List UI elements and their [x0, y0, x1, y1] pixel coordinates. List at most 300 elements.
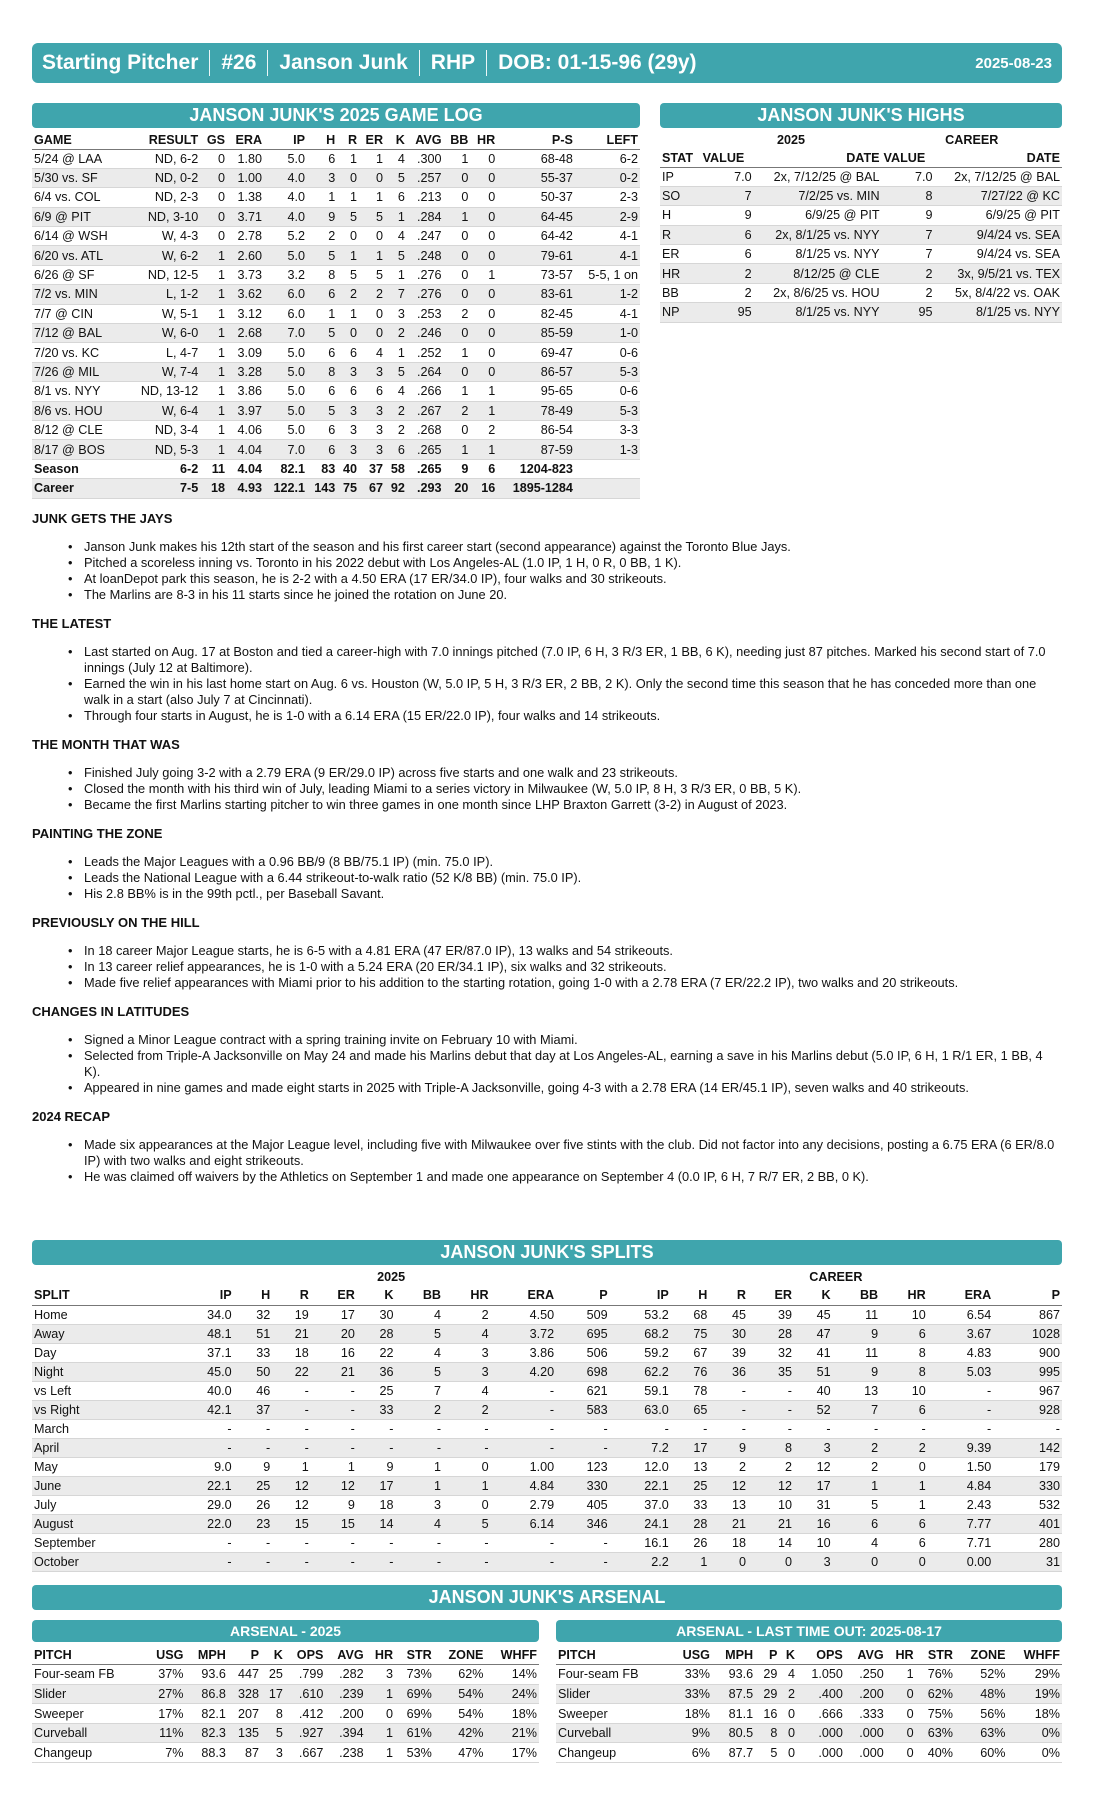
table-cell: 5.0 [264, 382, 307, 401]
column-header: K [261, 1645, 285, 1665]
table-cell: 17 [357, 1476, 396, 1495]
table-cell: W, 6-4 [126, 401, 200, 420]
table-cell: - [709, 1419, 748, 1438]
table-cell: 11 [833, 1343, 881, 1362]
table-cell: 73-57 [497, 265, 575, 284]
table-cell: 21% [485, 1723, 539, 1743]
column-header: R [337, 131, 359, 149]
table-cell: 6.0 [264, 304, 307, 323]
table-cell: 21 [272, 1324, 311, 1343]
table-cell: 59.1 [610, 1381, 671, 1400]
table-cell: 0 [886, 1743, 916, 1763]
table-cell: 3 [307, 168, 337, 187]
table-cell: .265 [407, 440, 444, 459]
table-cell: 52 [794, 1400, 833, 1419]
column-header: HR [880, 1286, 928, 1305]
bullet-item: • Closed the month with his third win of July, leading Miami to a series victory in Milwaukee (W, 5.0 IP, 8 H, 3 R/3 ER, 0 BB, 5 K). [84, 781, 1062, 797]
splits-group-career: CAREER [809, 1269, 863, 1284]
table-cell: 7/7 @ CIN [32, 304, 126, 323]
table-cell: 3 [366, 1665, 395, 1685]
highs-row [660, 264, 1062, 283]
column-header: STR [395, 1645, 434, 1665]
table-cell: W, 6-0 [126, 324, 200, 343]
table-cell: 2-3 [575, 188, 640, 207]
header-date: 2025-08-23 [975, 54, 1052, 72]
table-cell: 6-2 [575, 149, 640, 168]
table-cell: 6.0 [264, 285, 307, 304]
table-cell: 447 [228, 1665, 261, 1685]
table-cell: .238 [325, 1743, 365, 1763]
table-cell: 22 [272, 1362, 311, 1381]
table-cell: 0 [444, 168, 471, 187]
table-cell: 1 [200, 362, 227, 381]
highs-row [660, 167, 1062, 186]
bullet-item: • At loanDepot park this season, he is 2-2 with a 4.50 ERA (17 ER/34.0 IP), four walks and 30 strikeouts. [84, 571, 1062, 587]
table-cell: 53% [395, 1743, 434, 1763]
table-cell: 2x, 7/12/25 @ BAL [754, 167, 882, 186]
table-cell: W, 6-2 [126, 246, 200, 265]
table-cell: 82.1 [185, 1704, 227, 1724]
table-cell: 1028 [993, 1324, 1062, 1343]
table-cell: 78-49 [497, 401, 575, 420]
table-cell: 28 [748, 1324, 794, 1343]
table-cell: August [32, 1514, 173, 1533]
table-cell: 1 [200, 285, 227, 304]
game-row [32, 440, 640, 459]
highs-table [660, 131, 1062, 323]
table-cell: 4.0 [264, 207, 307, 226]
splits-table [32, 1267, 1062, 1572]
column-header: AVG [325, 1645, 365, 1665]
table-cell: 45 [709, 1305, 748, 1324]
table-cell: 1-2 [575, 285, 640, 304]
column-header: USG [144, 1645, 185, 1665]
table-cell: 0 [359, 324, 385, 343]
table-cell: 3.86 [491, 1343, 557, 1362]
table-cell: 3 [385, 304, 407, 323]
header-divider [209, 50, 210, 76]
table-cell: 1 [833, 1476, 881, 1495]
column-header: PITCH [556, 1645, 670, 1665]
table-cell: 4-1 [575, 304, 640, 323]
bullet-list [32, 765, 1062, 813]
table-cell: 1 [444, 382, 471, 401]
split-row [32, 1362, 1062, 1381]
column-header: HR [886, 1645, 916, 1665]
table-cell: 82-45 [497, 304, 575, 323]
table-cell: 3 [337, 440, 359, 459]
table-cell: 6 [337, 382, 359, 401]
table-cell: 1 [385, 265, 407, 284]
table-cell: 0 [470, 149, 497, 168]
table-cell: - [928, 1381, 994, 1400]
table-cell: 76% [916, 1665, 955, 1685]
table-cell: 7/20 vs. KC [32, 343, 126, 362]
table-cell: 0 [886, 1684, 916, 1704]
table-cell: 10 [880, 1305, 928, 1324]
column-header: MPH [712, 1645, 755, 1665]
table-cell: 25 [234, 1476, 273, 1495]
column-header: ERA [491, 1286, 557, 1305]
table-cell: 5 [337, 265, 359, 284]
table-cell: 6 [880, 1400, 928, 1419]
table-cell: 0 [470, 304, 497, 323]
table-cell: 5 [261, 1723, 285, 1743]
table-cell: 87 [228, 1743, 261, 1763]
bullet-list [32, 539, 1062, 603]
pitch-row [556, 1704, 1062, 1724]
table-cell: 13 [833, 1381, 881, 1400]
table-cell: SO [660, 186, 701, 205]
table-cell: 3 [337, 362, 359, 381]
table-cell: Slider [32, 1684, 144, 1704]
table-cell: 40 [794, 1381, 833, 1400]
table-cell: 17 [671, 1438, 710, 1457]
table-cell: 1 [337, 149, 359, 168]
bullet-item: • Janson Junk makes his 12th start of the season and his first career start (second appearance) against the Toronto Blue Jays. [84, 539, 1062, 555]
column-header: LEFT [575, 131, 640, 149]
table-cell: 45 [794, 1305, 833, 1324]
table-cell: 6 [833, 1514, 881, 1533]
table-cell: 5.2 [264, 227, 307, 246]
table-cell: 0 [444, 227, 471, 246]
table-cell: 3.71 [227, 207, 264, 226]
table-cell: 7.71 [928, 1533, 994, 1552]
table-cell: 29 [755, 1684, 779, 1704]
table-cell: 69% [395, 1704, 434, 1724]
table-cell: 995 [993, 1362, 1062, 1381]
table-cell: L, 1-2 [126, 285, 200, 304]
table-cell: - [357, 1552, 396, 1571]
arsenal-2025-title: ARSENAL - 2025 [32, 1620, 539, 1642]
table-cell: 93.6 [712, 1665, 755, 1685]
table-cell: .252 [407, 343, 444, 362]
table-cell: 22 [357, 1343, 396, 1362]
table-cell: 0 [366, 1704, 395, 1724]
table-cell: 3.28 [227, 362, 264, 381]
table-cell: ND, 5-3 [126, 440, 200, 459]
bullet-item: • Made five relief appearances with Miami prior to his addition to the starting rotation, going 1-0 with a 2.78 ERA (7 ER/22.2 IP), two walks and 20 strikeouts. [84, 975, 1062, 991]
table-cell: 1 [880, 1495, 928, 1514]
table-cell: 6 [880, 1514, 928, 1533]
table-cell: 83 [307, 459, 337, 478]
table-cell: 1 [200, 382, 227, 401]
table-cell: 5 [833, 1495, 881, 1514]
table-cell: 0 [444, 420, 471, 439]
table-cell: ND, 13-12 [126, 382, 200, 401]
column-header: R [709, 1286, 748, 1305]
table-cell: 9 [833, 1324, 881, 1343]
table-cell: 14 [748, 1533, 794, 1552]
table-cell: 4.06 [227, 420, 264, 439]
table-cell: 79-61 [497, 246, 575, 265]
table-cell: 7 [882, 225, 935, 244]
table-cell: - [491, 1419, 557, 1438]
table-cell: 1 [366, 1743, 395, 1763]
table-cell: - [234, 1419, 273, 1438]
table-cell: 4 [779, 1665, 797, 1685]
table-cell: 52% [955, 1665, 1008, 1685]
section-heading: PAINTING THE ZONE [32, 826, 163, 841]
table-cell: 142 [993, 1438, 1062, 1457]
table-cell: 8 [882, 186, 935, 205]
table-cell: May [32, 1457, 173, 1476]
game-log-title: JANSON JUNK'S 2025 GAME LOG [32, 103, 640, 128]
table-cell: 5.0 [264, 420, 307, 439]
table-cell: 6 [470, 459, 497, 478]
table-cell: 621 [556, 1381, 610, 1400]
table-cell: .000 [797, 1723, 845, 1743]
pitch-row [32, 1743, 539, 1763]
table-cell: 64-45 [497, 207, 575, 226]
table-cell: 17% [144, 1704, 185, 1724]
table-cell: 28 [671, 1514, 710, 1533]
totals-row [32, 459, 640, 478]
table-cell: 1 [470, 265, 497, 284]
table-cell: 2.2 [610, 1552, 671, 1571]
table-cell: Sweeper [32, 1704, 144, 1724]
game-row [32, 343, 640, 362]
table-cell: 82.1 [264, 459, 307, 478]
table-cell: 1-3 [575, 440, 640, 459]
table-cell: 17 [311, 1305, 357, 1324]
table-cell: 14 [357, 1514, 396, 1533]
table-cell: W, 4-3 [126, 227, 200, 246]
table-cell: 37.0 [610, 1495, 671, 1514]
table-cell: 5.0 [264, 343, 307, 362]
table-cell: Night [32, 1362, 173, 1381]
table-cell: 37.1 [173, 1343, 234, 1362]
table-cell: 3 [359, 420, 385, 439]
table-cell: ER [660, 245, 701, 264]
table-cell: 63.0 [610, 1400, 671, 1419]
splits-section [32, 1240, 1062, 1572]
table-cell: - [173, 1552, 234, 1571]
table-cell: 6/20 vs. ATL [32, 246, 126, 265]
table-cell: - [272, 1552, 311, 1571]
table-cell: - [748, 1381, 794, 1400]
game-row [32, 401, 640, 420]
table-cell: 4 [395, 1343, 443, 1362]
table-cell: - [173, 1533, 234, 1552]
table-cell: 15 [272, 1514, 311, 1533]
column-header: H [234, 1286, 273, 1305]
table-cell: 12 [311, 1476, 357, 1495]
bullet-item: • Earned the win in his last home start on Aug. 6 vs. Houston (W, 5.0 IP, 5 H, 3 R/3 ER, 2 BB, 2 K). Only the second time this season that he has conceded more than one walk in a start (also July 7 at Cincinnati). [84, 676, 1062, 708]
column-header: P [993, 1286, 1062, 1305]
table-cell: 1 [444, 149, 471, 168]
column-header: ER [359, 131, 385, 149]
table-cell: 51 [234, 1324, 273, 1343]
table-cell: 0 [470, 362, 497, 381]
table-cell: 69% [395, 1684, 434, 1704]
table-cell: 3 [337, 401, 359, 420]
table-cell: 61% [395, 1723, 434, 1743]
table-cell: 3.72 [491, 1324, 557, 1343]
table-cell: 1 [337, 304, 359, 323]
table-cell: 7.0 [264, 440, 307, 459]
table-cell: 1-0 [575, 324, 640, 343]
table-cell: 6 [337, 343, 359, 362]
table-cell: 5.0 [264, 149, 307, 168]
table-cell: 2 [359, 285, 385, 304]
table-cell: 2 [444, 401, 471, 420]
table-cell: 87.7 [712, 1743, 755, 1763]
table-cell: ND, 0-2 [126, 168, 200, 187]
arsenal-last-section [556, 1620, 1062, 1763]
table-cell: 17 [261, 1684, 285, 1704]
table-cell: - [748, 1419, 794, 1438]
table-cell: 54% [434, 1704, 486, 1724]
table-cell: 10 [794, 1533, 833, 1552]
table-cell: 68-48 [497, 149, 575, 168]
game-row [32, 246, 640, 265]
table-cell: 12.0 [610, 1457, 671, 1476]
table-cell: 0 [470, 324, 497, 343]
table-cell: .267 [407, 401, 444, 420]
table-cell: 928 [993, 1400, 1062, 1419]
table-cell: .276 [407, 285, 444, 304]
table-cell: 2.43 [928, 1495, 994, 1514]
table-cell: 179 [993, 1457, 1062, 1476]
column-header: BB [833, 1286, 881, 1305]
table-cell: 2-9 [575, 207, 640, 226]
table-cell: 6 [307, 149, 337, 168]
table-cell: 34.0 [173, 1305, 234, 1324]
table-cell: 2 [470, 420, 497, 439]
table-cell: 28 [357, 1324, 396, 1343]
table-cell: - [311, 1400, 357, 1419]
column-header: OPS [285, 1645, 326, 1665]
table-cell: 9 [833, 1362, 881, 1381]
table-cell: .300 [407, 149, 444, 168]
table-cell: - [395, 1438, 443, 1457]
table-cell: 4 [385, 149, 407, 168]
table-cell: 0% [1008, 1723, 1062, 1743]
table-cell: ND, 3-10 [126, 207, 200, 226]
split-row [32, 1552, 1062, 1571]
table-cell: 3-3 [575, 420, 640, 439]
table-cell: .927 [285, 1723, 326, 1743]
table-cell: 0 [748, 1552, 794, 1571]
table-cell: 7.0 [882, 167, 935, 186]
column-header: USG [670, 1645, 712, 1665]
table-cell: 33 [234, 1343, 273, 1362]
table-cell: 5 [385, 168, 407, 187]
table-cell: 2 [833, 1438, 881, 1457]
table-cell: 2 [385, 324, 407, 343]
table-cell: 2x, 8/6/25 vs. HOU [754, 283, 882, 302]
table-cell: 0 [886, 1723, 916, 1743]
table-cell: 328 [228, 1684, 261, 1704]
table-cell: .000 [845, 1743, 886, 1763]
table-cell: 4-1 [575, 227, 640, 246]
table-cell: 1 [200, 420, 227, 439]
table-cell: 8 [880, 1362, 928, 1381]
table-cell: 12 [794, 1457, 833, 1476]
table-cell: 509 [556, 1305, 610, 1324]
column-header: GS [200, 131, 227, 149]
table-cell: 50-37 [497, 188, 575, 207]
table-cell: 2x, 7/12/25 @ BAL [935, 167, 1062, 186]
table-cell: 20 [444, 479, 471, 498]
table-cell: 6 [307, 382, 337, 401]
table-cell: 1 [311, 1457, 357, 1476]
table-cell: 1 [444, 440, 471, 459]
column-header: HR [443, 1286, 491, 1305]
header-throws: RHP [430, 51, 476, 74]
table-cell: .248 [407, 246, 444, 265]
table-cell: 2 [880, 1438, 928, 1457]
game-row [32, 188, 640, 207]
table-cell: .799 [285, 1665, 326, 1685]
table-cell: W, 5-1 [126, 304, 200, 323]
table-cell: 7/27/22 @ KC [935, 186, 1062, 205]
table-cell: .239 [325, 1684, 365, 1704]
table-cell: - [671, 1419, 710, 1438]
game-row [32, 265, 640, 284]
table-cell: 29.0 [173, 1495, 234, 1514]
table-cell: 2 [443, 1305, 491, 1324]
column-header: BB [395, 1286, 443, 1305]
column-header: STAT [660, 149, 701, 167]
table-cell: 4.0 [264, 188, 307, 207]
table-cell: 59.2 [610, 1343, 671, 1362]
table-cell: 2 [443, 1400, 491, 1419]
table-cell: 7.0 [701, 167, 754, 186]
highs-row [660, 283, 1062, 302]
table-cell: 0 [470, 343, 497, 362]
table-cell: 6/9/25 @ PIT [754, 206, 882, 225]
table-cell: .266 [407, 382, 444, 401]
table-cell: - [311, 1419, 357, 1438]
table-cell: 13 [709, 1495, 748, 1514]
table-cell: 695 [556, 1324, 610, 1343]
table-cell: 6 [701, 245, 754, 264]
table-cell: 32 [234, 1305, 273, 1324]
bullet-item: • Through four starts in August, he is 1-0 with a 6.14 ERA (15 ER/22.0 IP), four walks and 14 strikeouts. [84, 708, 1062, 724]
table-cell: 5.0 [264, 362, 307, 381]
table-cell: 12 [272, 1476, 311, 1495]
table-cell: 0 [443, 1495, 491, 1514]
section-heading: PREVIOUSLY ON THE HILL [32, 915, 200, 930]
bullet-item: • Leads the Major Leagues with a 0.96 BB/9 (8 BB/75.1 IP) (min. 75.0 IP). [84, 854, 1062, 870]
table-cell: .200 [325, 1704, 365, 1724]
bullet-list [32, 1032, 1062, 1096]
column-header: HR [470, 131, 497, 149]
highs-row [660, 206, 1062, 225]
table-cell: 4 [443, 1381, 491, 1400]
header-title [42, 50, 697, 76]
column-header: DATE [935, 149, 1062, 167]
table-cell: 2 [337, 285, 359, 304]
table-cell: 8/6 vs. HOU [32, 401, 126, 420]
table-cell: 1 [307, 304, 337, 323]
table-cell: 2 [444, 304, 471, 323]
table-cell: vs Left [32, 1381, 173, 1400]
table-cell: 9 [307, 207, 337, 226]
table-cell: 4.04 [227, 459, 264, 478]
table-cell: 1895-1284 [497, 479, 575, 498]
table-cell: - [443, 1533, 491, 1552]
table-cell: 4.20 [491, 1362, 557, 1381]
table-cell: 3.97 [227, 401, 264, 420]
header-role: Starting Pitcher [42, 51, 199, 74]
table-cell: 1 [366, 1684, 395, 1704]
table-cell [575, 459, 640, 478]
table-cell: .276 [407, 265, 444, 284]
table-cell [575, 479, 640, 498]
